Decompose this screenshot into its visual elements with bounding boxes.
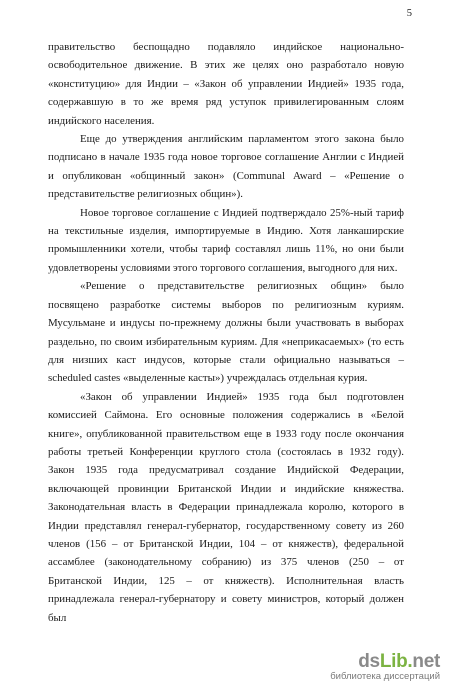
dslib-logo: [358, 651, 440, 673]
logo-lib: Lib: [379, 651, 408, 672]
paragraph-1: правительство беспощадно подавляло индийское национально-освободительное движение. В этих же целях оно разработало новую «конституцию» для Индии – «Закон об управлении Индией» 1935 года, содержавшую в то же время ряд уступок привилегированным слоям индийского населения.: [48, 41, 404, 127]
paragraph-2: Еще до утверждения английским парламентом этого закона было подписано в начале 1935 года новое торговое соглашение Англии с Индией и опубликован «общинный закон» (Communal Award – «Решение о представительстве религиозных общин»).: [48, 133, 404, 201]
paragraph-5: «Закон об управлении Индией» 1935 года был подготовлен комиссией Саймона. Его основные положения содержались в «Белой книге», опубликованной правительством еще в 1933 году после окончания работы третьей Конференции круглого стола (состоялась в 1932 году). Закон 1935 года предусматривал создание Индийской Федерации, включающей провинции Британской Индии и индийские княжества. Законодательная власть в Федерации принадлежала королю, которого в Индии представлял генерал-губернатор, государственному совету из 260 членов (156 – от Британской Индии, 104 – от княжеств), федеральной ассамблее (законодательному собранию) из 375 членов (250 – от Британской Индии, 125 – от княжеств). Исполнительная власть принадлежала генерал-губернатору и совету министров, который должен был: [48, 390, 404, 624]
paragraph-4: «Решение о представительстве религиозных общин» было посвящено разработке системы выборов по религиозным куриям. Мусульмане и индусы по-прежнему должны были участвовать в выборах раздельно, по своим избирательным куриям. Для «неприкасаемых» (то есть для низших каст индусов, которые стали официально называться – scheduled castes «выделенные касты») учреждалась отдельная курия.: [48, 280, 404, 385]
body-text: [48, 38, 404, 627]
logo-net: net: [412, 651, 440, 672]
logo-dot: .: [407, 651, 413, 672]
logo-ds: ds: [358, 651, 380, 672]
paragraph-3: Новое торговое соглашение с Индией подтверждало 25%-ный тариф на текстильные изделия, импортируемые в Индию. Хотя ланкаширские промышленники хотели, чтобы тариф составлял лишь 11%, но они были удовлетворены условиями этого торгового соглашения, выгодного для них.: [48, 206, 404, 274]
dslib-watermark: [290, 651, 440, 682]
page-number: 5: [406, 8, 412, 19]
watermark-caption: библиотека диссертаций: [330, 671, 440, 682]
